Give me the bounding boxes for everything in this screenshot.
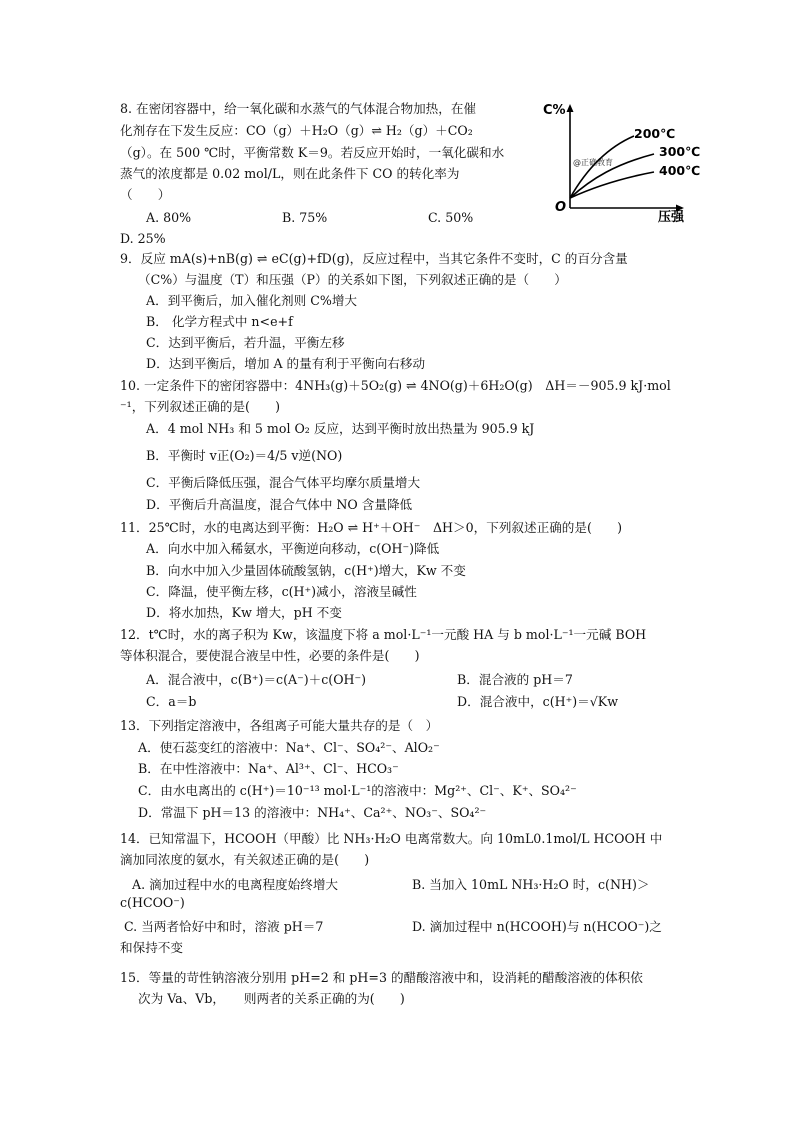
q15-line1: 15．等量的苛性钠溶液分别用 pH=2 和 pH=3 的醋酸溶液中和，设消耗的醋酸溶液的体积依 — [120, 970, 643, 985]
q11-line1: 11．25℃时，水的电离达到平衡：H₂O ⇌ H⁺＋OH⁻ ΔH＞0，下列叙述正确的是( ) — [120, 520, 622, 535]
q10-line2: ⁻¹，下列叙述正确的是( ) — [120, 399, 281, 414]
q13-option-a: A．使石蕊变红的溶液中：Na⁺、Cl⁻、SO₄²⁻、AlO₂⁻ — [138, 740, 440, 755]
watermark: @正确教育 — [573, 158, 613, 167]
q9-option-d: D．达到平衡后，增加 A 的量有利于平衡向右移动 — [146, 356, 426, 371]
q13-option-b: B．在中性溶液中：Na⁺、Al³⁺、Cl⁻、HCO₃⁻ — [138, 761, 399, 776]
q9-line1: 9．反应 mA(s)+nB(g) ⇌ eC(g)+fD(g)，反应过程中，当其它条件不变时，C 的百分含量 — [120, 251, 628, 266]
q13-option-c: C．由水电离出的 c(H⁺)＝10⁻¹³ mol·L⁻¹的溶液中：Mg²⁺、Cl⁻、K⁺、SO₄²⁻ — [138, 783, 577, 798]
q12-option-b: B．混合液的 pH＝7 — [457, 672, 573, 687]
q14-option-d-cont: 和保持不变 — [120, 940, 183, 955]
q10-option-d: D．平衡后升高温度，混合气体中 NO 含量降低 — [146, 497, 413, 512]
q8-option-b: B. 75% — [282, 210, 328, 225]
q8-option-d: D. 25% — [120, 231, 166, 246]
q10-line1: 10. 一定条件下的密闭容器中：4NH₃(g)＋5O₂(g) ⇌ 4NO(g)＋6H₂O(g) ΔH＝－905.9 kJ·mol — [120, 378, 671, 393]
q9-option-b: B． 化学方程式中 n<e+f — [146, 314, 293, 329]
q10-option-b: B．平衡时 v正(O₂)＝4/5 v逆(NO) — [146, 448, 343, 463]
q13-option-d: D．常温下 pH＝13 的溶液中：NH₄⁺、Ca²⁺、NO₃⁻、SO₄²⁻ — [138, 805, 487, 820]
q15-line2: 次为 Va、Vb， 则两者的关系正确的为( ) — [138, 991, 405, 1006]
q14-option-a: A. 滴加过程中水的电离程度始终增大 — [132, 877, 339, 892]
curve-label-300: 300℃ — [659, 144, 701, 159]
q14-line2: 滴加同浓度的氨水，有关叙述正确的是( ) — [120, 852, 370, 867]
curve-200 — [570, 136, 634, 198]
q14-option-b: B. 当加入 10mL NH₃·H₂O 时，c(NH)＞ — [412, 877, 650, 892]
q10-option-a: A．4 mol NH₃ 和 5 mol O₂ 反应，达到平衡时放出热量为 905.9 kJ — [146, 421, 535, 436]
q8-line1: 8. 在密闭容器中，给一氧化碳和水蒸气的气体混合物加热，在催 — [120, 101, 477, 116]
q10-option-c: C．平衡后降低压强，混合气体平均摩尔质量增大 — [146, 475, 421, 490]
q11-option-b: B．向水中加入少量固体硫酸氢钠，c(H⁺)增大，Kw 不变 — [146, 563, 466, 578]
q12-option-d: D．混合液中，c(H⁺)＝√Kw — [457, 694, 618, 709]
q12-line1: 12．t℃时，水的离子积为 Kw，该温度下将 a mol·L⁻¹一元酸 HA 与 b mol·L⁻¹一元碱 BOH — [120, 627, 647, 642]
q9-line2: （C%）与温度（T）和压强（P）的关系如下图，下列叙述正确的是（ ） — [138, 272, 567, 287]
q11-option-a: A．向水中加入稀氨水，平衡逆向移动，c(OH⁻)降低 — [146, 541, 440, 556]
curve-label-400: 400℃ — [659, 163, 701, 178]
q14-option-d: D. 滴加过程中 n(HCOOH)与 n(HCOO⁻)之 — [412, 919, 662, 934]
y-axis-label: C% — [543, 103, 566, 118]
q8-line5: （ ） — [120, 187, 171, 202]
q8-line4: 蒸气的浓度都是 0.02 mol/L，则在此条件下 CO 的转化率为 — [120, 166, 460, 181]
origin-label: O — [555, 200, 567, 215]
q8-option-c: C. 50% — [428, 210, 474, 225]
q8-line3: （g）。在 500 ℃时，平衡常数 K＝9。若反应开始时，一氧化碳和水 — [120, 145, 505, 160]
q14-line1: 14．已知常温下，HCOOH（甲酸）比 NH₃·H₂O 电离常数大。向 10mL0.1mol/L HCOOH 中 — [120, 831, 663, 846]
q11-option-d: D．将水加热，Kw 增大，pH 不变 — [146, 605, 342, 620]
q14-option-b-cont: c(HCOO⁻) — [120, 895, 185, 910]
curve-400 — [570, 172, 654, 198]
temperature-pressure-graph — [543, 98, 701, 225]
q9-option-a: A．到平衡后，加入催化剂则 C%增大 — [146, 293, 358, 308]
q12-option-c: C．a＝b — [146, 694, 197, 709]
q14-option-c: C. 当两者恰好中和时，溶液 pH＝7 — [124, 919, 324, 934]
q12-option-a: A．混合液中，c(B⁺)＝c(A⁻)＋c(OH⁻) — [146, 672, 367, 687]
q13-line1: 13．下列指定溶液中，各组离子可能大量共存的是（ ） — [120, 718, 439, 733]
q8-option-a: A. 80% — [146, 210, 192, 225]
q9-option-c: C．达到平衡后，若升温，平衡左移 — [146, 335, 345, 350]
q11-option-c: C．降温，使平衡左移，c(H⁺)减小，溶液呈碱性 — [146, 584, 417, 599]
y-axis-arrow — [567, 104, 574, 112]
x-axis-label: 压强 — [658, 210, 685, 225]
curve-label-200: 200℃ — [634, 126, 676, 141]
q12-line2: 等体积混合，要使混合液呈中性，必要的条件是( ) — [120, 648, 420, 663]
q8-line2: 化剂存在下发生反应：CO（g）＋H₂O（g）⇌ H₂（g）＋CO₂ — [120, 123, 473, 138]
